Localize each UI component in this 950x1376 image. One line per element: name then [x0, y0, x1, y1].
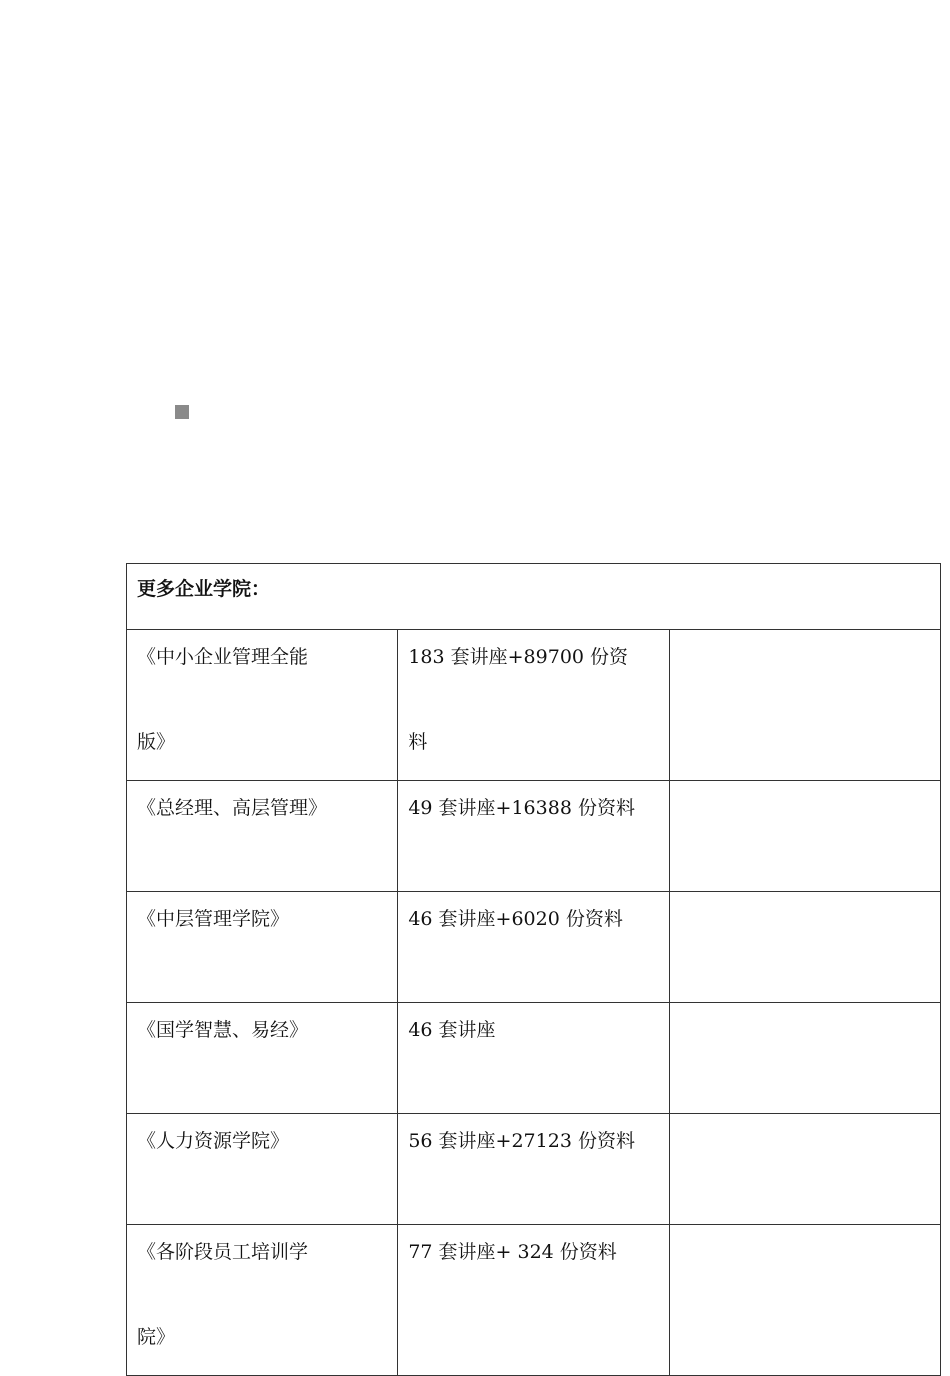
square-bullet-icon	[175, 405, 189, 419]
course-name: 《总经理、高层管理》	[127, 781, 398, 892]
course-detail: 77 套讲座+ 324 份资料	[408, 1241, 617, 1263]
course-name-cont: 版》	[137, 731, 176, 753]
course-detail: 183 套讲座+89700 份资	[408, 646, 629, 668]
course-name: 《国学智慧、易经》	[127, 1003, 398, 1114]
table-row	[127, 1114, 941, 1225]
course-detail: 46 套讲座+6020 份资料	[398, 892, 669, 1003]
course-detail-cell	[398, 1225, 669, 1376]
course-note-cell	[669, 892, 940, 1003]
course-table	[126, 563, 941, 1376]
course-detail-cont: 料	[408, 731, 428, 753]
course-note-cell	[669, 781, 940, 892]
course-detail-cont	[408, 1262, 658, 1327]
course-note-cell	[669, 1225, 940, 1376]
table-header-row	[127, 564, 941, 630]
course-detail: 49 套讲座+16388 份资料	[398, 781, 669, 892]
course-note-cell	[669, 630, 940, 781]
course-detail-cell	[398, 630, 669, 781]
course-name: 《中层管理学院》	[127, 892, 398, 1003]
course-name: 《中小企业管理全能	[137, 646, 309, 668]
table-title: 更多企业学院：	[127, 564, 941, 630]
table-row	[127, 892, 941, 1003]
table-row	[127, 781, 941, 892]
course-name-cont: 院》	[137, 1326, 176, 1348]
course-detail: 56 套讲座+27123 份资料	[398, 1114, 669, 1225]
course-name: 《各阶段员工培训学	[137, 1241, 309, 1263]
table-row	[127, 1225, 941, 1376]
table-row	[127, 1003, 941, 1114]
course-note-cell	[669, 1003, 940, 1114]
course-name: 《人力资源学院》	[127, 1114, 398, 1225]
course-name-cell	[127, 1225, 398, 1376]
course-name-cell	[127, 630, 398, 781]
course-detail: 46 套讲座	[398, 1003, 669, 1114]
table-row	[127, 630, 941, 781]
course-note-cell	[669, 1114, 940, 1225]
